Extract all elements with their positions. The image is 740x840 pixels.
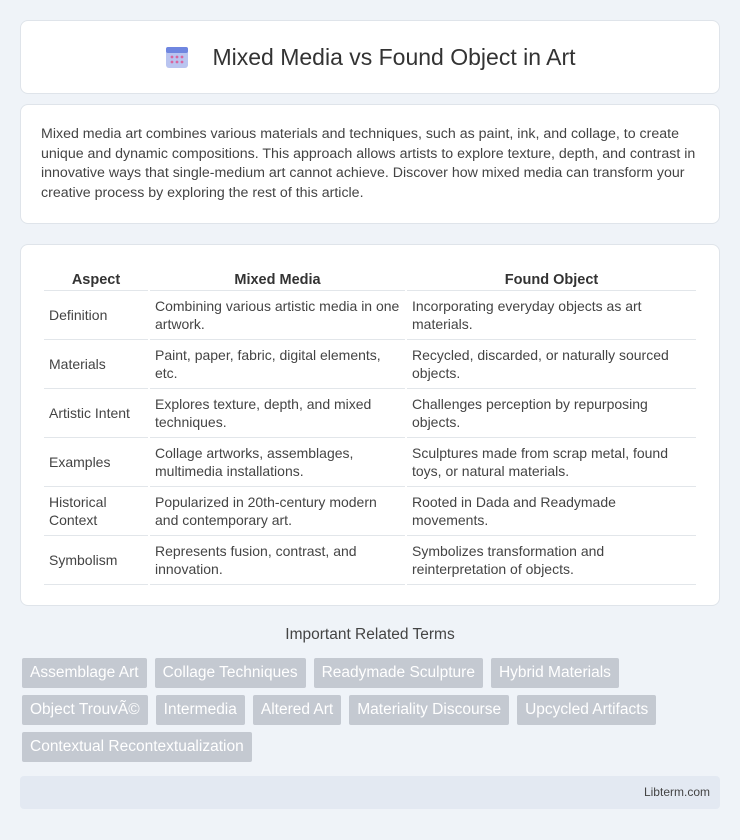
table-row (44, 487, 696, 536)
related-terms-list (22, 658, 722, 769)
table-cell: Popularized in 20th-century modern and contemporary art. (150, 487, 405, 536)
table-cell: Paint, paper, fabric, digital elements, etc. (150, 340, 405, 389)
column-header: Found Object (407, 265, 696, 291)
term-tag[interactable]: Hybrid Materials (491, 658, 619, 688)
term-tag[interactable]: Readymade Sculpture (314, 658, 483, 688)
column-header: Aspect (44, 265, 148, 291)
related-terms-heading: Important Related Terms (285, 626, 455, 643)
table-cell: Materials (44, 340, 148, 389)
term-tag[interactable]: Upcycled Artifacts (517, 695, 656, 725)
table-cell: Challenges perception by repurposing objects. (407, 389, 696, 438)
table-cell: Recycled, discarded, or naturally sourced objects. (407, 340, 696, 389)
table-cell: Symbolism (44, 536, 148, 585)
footer (20, 776, 720, 809)
table-row (44, 340, 696, 389)
table-row (44, 389, 696, 438)
term-tag[interactable]: Altered Art (253, 695, 341, 725)
comparison-table-card (20, 244, 720, 606)
comparison-table (42, 265, 698, 585)
term-tag[interactable]: Assemblage Art (22, 658, 147, 688)
table-row (44, 291, 696, 340)
table-cell: Explores texture, depth, and mixed techniques. (150, 389, 405, 438)
term-tag[interactable]: Contextual Recontextualization (22, 732, 252, 762)
table-cell: Definition (44, 291, 148, 340)
term-tag[interactable]: Materiality Discourse (349, 695, 509, 725)
table-cell: Historical Context (44, 487, 148, 536)
table-cell: Examples (44, 438, 148, 487)
table-cell: Collage artworks, assemblages, multimedia installations. (150, 438, 405, 487)
table-cell: Sculptures made from scrap metal, found toys, or natural materials. (407, 438, 696, 487)
term-tag[interactable]: Intermedia (156, 695, 245, 725)
table-row (44, 536, 696, 585)
table-cell: Combining various artistic media in one artwork. (150, 291, 405, 340)
table-cell: Incorporating everyday objects as art materials. (407, 291, 696, 340)
header-card (20, 20, 720, 94)
footer-link[interactable]: Libterm.com (643, 785, 710, 799)
column-header: Mixed Media (150, 265, 405, 291)
intro-card (20, 104, 720, 224)
table-header-row (44, 265, 696, 291)
term-tag[interactable]: Object TrouvÃ© (22, 695, 148, 725)
page-title: Mixed Media vs Found Object in Art (212, 43, 576, 70)
table-row (44, 438, 696, 487)
table-cell: Rooted in Dada and Readymade movements. (407, 487, 696, 536)
table-cell: Artistic Intent (44, 389, 148, 438)
intro-text: Mixed media art combines various materials and techniques, such as paint, ink, and collage, to create unique and dynamic compositions. This approach allows artists to explore texture, depth, and contrast in innovative ways that single-medium art cannot achieve. Discover how mixed media can transform your creative process by exploring the rest of this article. (41, 126, 696, 201)
table-cell: Represents fusion, contrast, and innovation. (150, 536, 405, 585)
table-cell: Symbolizes transformation and reinterpretation of objects. (407, 536, 696, 585)
term-tag[interactable]: Collage Techniques (155, 658, 306, 688)
calendar-icon (164, 44, 190, 70)
